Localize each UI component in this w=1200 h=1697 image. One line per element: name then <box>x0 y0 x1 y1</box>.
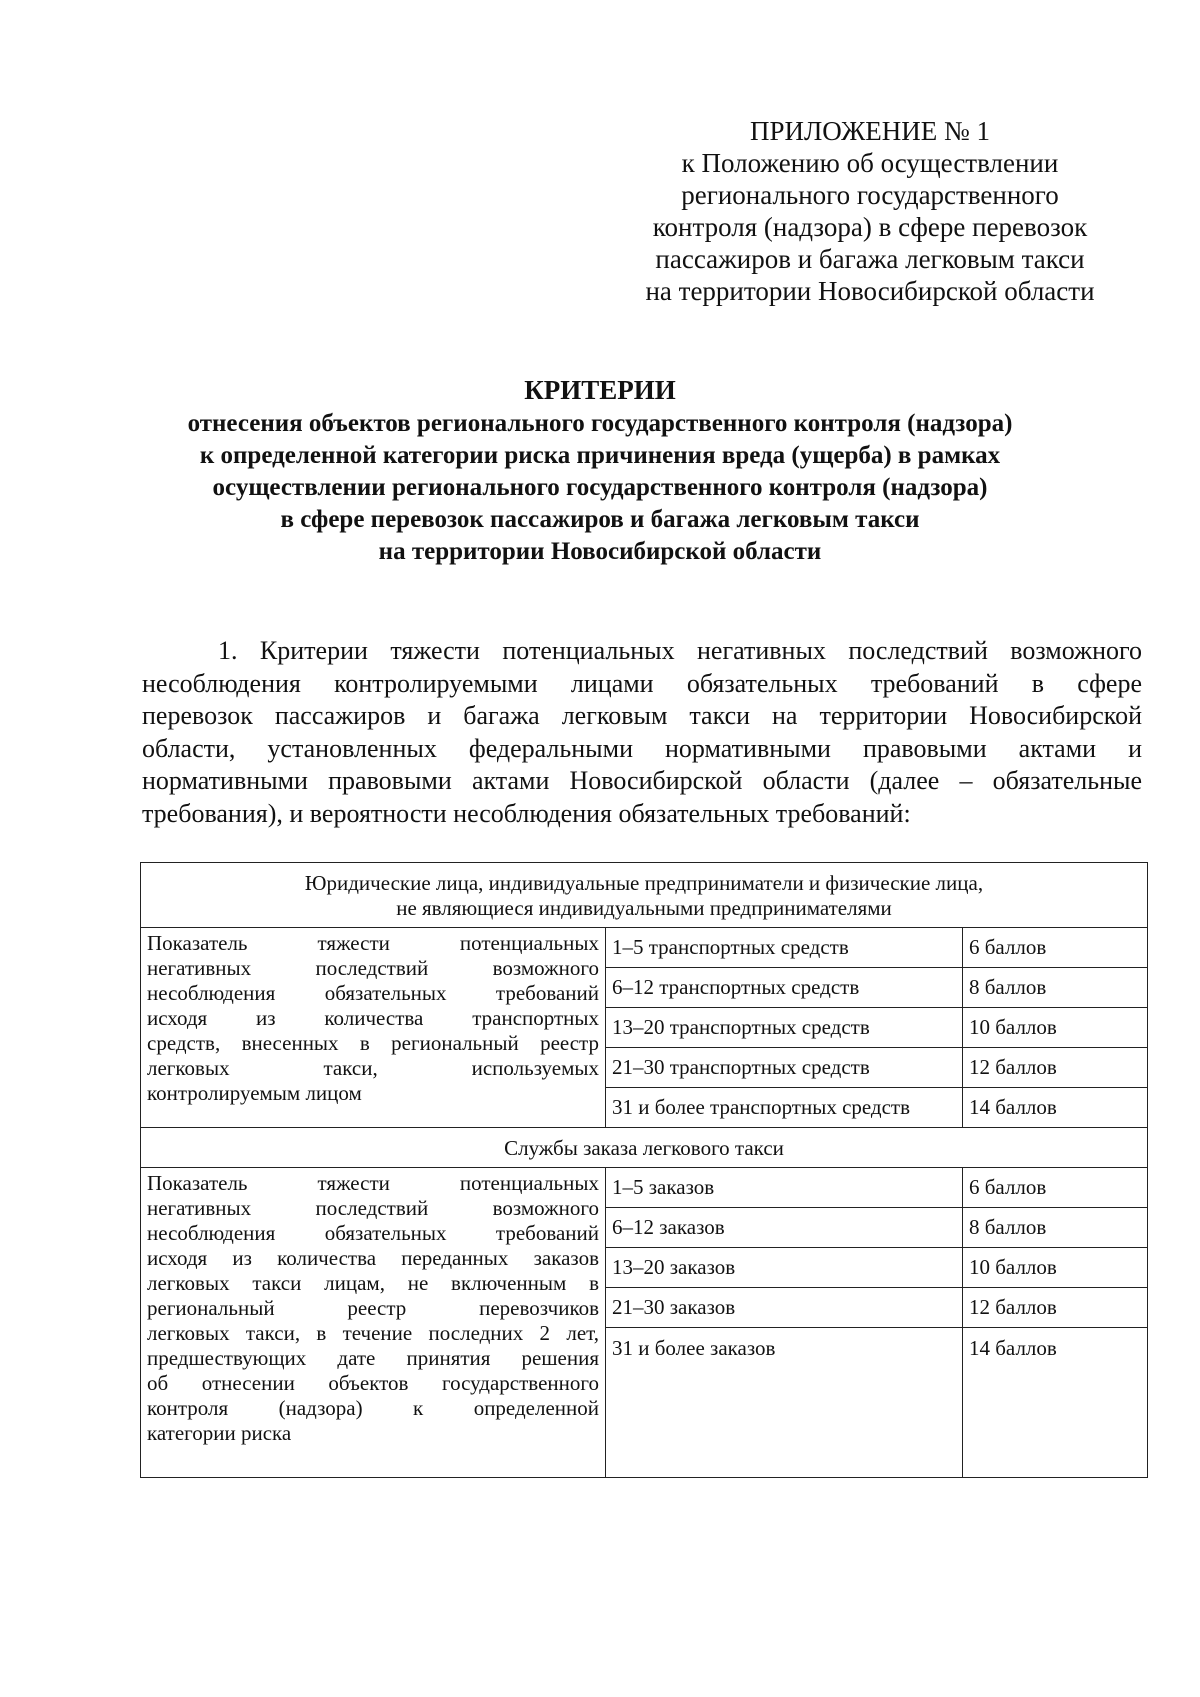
subtitle-line: в сфере перевозок пассажиров и багажа легковым такси <box>280 506 920 533</box>
table-row <box>141 1128 1148 1168</box>
paragraph-line: области, установленных федеральными нормативными правовыми актами и <box>142 733 1142 763</box>
paragraph-1 <box>142 635 1142 830</box>
indicator-line: предшествующих дате принятия решения <box>147 1346 599 1370</box>
range-cell: 6–12 транспортных средств <box>606 968 963 1008</box>
indicator-line: региональный реестр перевозчиков <box>147 1296 599 1320</box>
indicator-line: Показатель тяжести потенциальных <box>147 1171 599 1195</box>
paragraph-line: несоблюдения контролируемыми лицами обязательных требований в сфере <box>142 668 1142 698</box>
points-cell: 12 баллов <box>963 1288 1148 1328</box>
section1-header-line: Юридические лица, индивидуальные предприниматели и физические лица, <box>304 871 984 895</box>
points-cell: 8 баллов <box>963 968 1148 1008</box>
paragraph-line: перевозок пассажиров и багажа легковым такси на территории Новосибирской <box>142 701 1142 730</box>
section1-header-line: не являющиеся индивидуальными предпринимателями <box>396 896 892 920</box>
range-cell: 21–30 заказов <box>606 1288 963 1328</box>
indicator-line: контроля (надзора) к определенной <box>147 1396 599 1420</box>
indicator-line: Показатель тяжести потенциальных <box>147 931 599 955</box>
indicator-line: исходя из количества транспортных <box>147 1006 599 1030</box>
range-cell: 13–20 заказов <box>606 1248 963 1288</box>
indicator-line: об отнесении объектов государственного <box>147 1371 599 1395</box>
section1-header <box>141 863 1148 928</box>
subtitle-line: осуществлении регионального государственного контроля (надзора) <box>212 474 988 501</box>
indicator-line: несоблюдения обязательных требований <box>147 981 599 1005</box>
points-cell: 10 баллов <box>963 1008 1148 1048</box>
appendix-line: регионального государственного <box>681 180 1059 210</box>
appendix-line: к Положению об осуществлении <box>681 148 1059 178</box>
indicator-line: средств, внесенных в региональный реестр <box>147 1031 599 1055</box>
title-main: КРИТЕРИИ <box>524 375 676 405</box>
range-cell: 31 и более транспортных средств <box>606 1088 963 1128</box>
range-cell: 1–5 транспортных средств <box>606 928 963 968</box>
appendix-line: ПРИЛОЖЕНИЕ № 1 <box>749 116 991 146</box>
table-row <box>141 863 1148 928</box>
indicator-line: исходя из количества переданных заказов <box>147 1246 599 1270</box>
subtitle-line: отнесения объектов регионального государственного контроля (надзора) <box>187 410 1013 437</box>
appendix-line: пассажиров и багажа легковым такси <box>655 244 1085 274</box>
subtitle-line: на территории Новосибирской области <box>378 538 822 565</box>
indicator-line: легковых такси лицам, не включенным в <box>147 1271 599 1295</box>
appendix-heading <box>620 115 1120 307</box>
range-cell: 1–5 заказов <box>606 1168 963 1208</box>
points-cell: 6 баллов <box>963 928 1148 968</box>
points-cell: 12 баллов <box>963 1048 1148 1088</box>
indicator-line: контролируемым лицом <box>147 1081 362 1105</box>
range-cell: 13–20 транспортных средств <box>606 1008 963 1048</box>
table-row <box>141 928 1148 968</box>
appendix-line: контроля (надзора) в сфере перевозок <box>652 212 1088 242</box>
points-cell: 14 баллов <box>963 1328 1148 1478</box>
criteria-table <box>140 862 1148 1478</box>
subtitle-line: к определенной категории риска причинения вреда (ущерба) в рамках <box>199 442 1001 469</box>
indicator-line: несоблюдения обязательных требований <box>147 1221 599 1245</box>
range-cell: 31 и более заказов <box>606 1328 963 1478</box>
indicator-line: негативных последствий возможного <box>147 1196 599 1220</box>
paragraph-line: 1. Критерии тяжести потенциальных негативных последствий возможного <box>218 636 1142 665</box>
indicator-line: легковых такси, в течение последних 2 лет, <box>147 1321 599 1345</box>
document-title <box>130 372 1070 568</box>
points-cell: 14 баллов <box>963 1088 1148 1128</box>
points-cell: 10 баллов <box>963 1248 1148 1288</box>
range-cell: 21–30 транспортных средств <box>606 1048 963 1088</box>
indicator-line: негативных последствий возможного <box>147 956 599 980</box>
table-row <box>141 1168 1148 1208</box>
range-cell: 6–12 заказов <box>606 1208 963 1248</box>
section1-indicator <box>141 928 606 1128</box>
section2-header: Службы заказа легкового такси <box>141 1128 1148 1168</box>
appendix-line: на территории Новосибирской области <box>645 276 1095 306</box>
title-subtitle <box>130 408 1070 568</box>
points-cell: 6 баллов <box>963 1168 1148 1208</box>
paragraph-line: нормативными правовыми актами Новосибирской области (далее – обязательные <box>142 766 1142 795</box>
points-cell: 8 баллов <box>963 1208 1148 1248</box>
indicator-line: легковых такси, используемых <box>147 1056 599 1080</box>
paragraph-line: требования), и вероятности несоблюдения обязательных требований: <box>142 798 911 828</box>
indicator-line: категории риска <box>147 1421 292 1445</box>
section2-indicator <box>141 1168 606 1478</box>
